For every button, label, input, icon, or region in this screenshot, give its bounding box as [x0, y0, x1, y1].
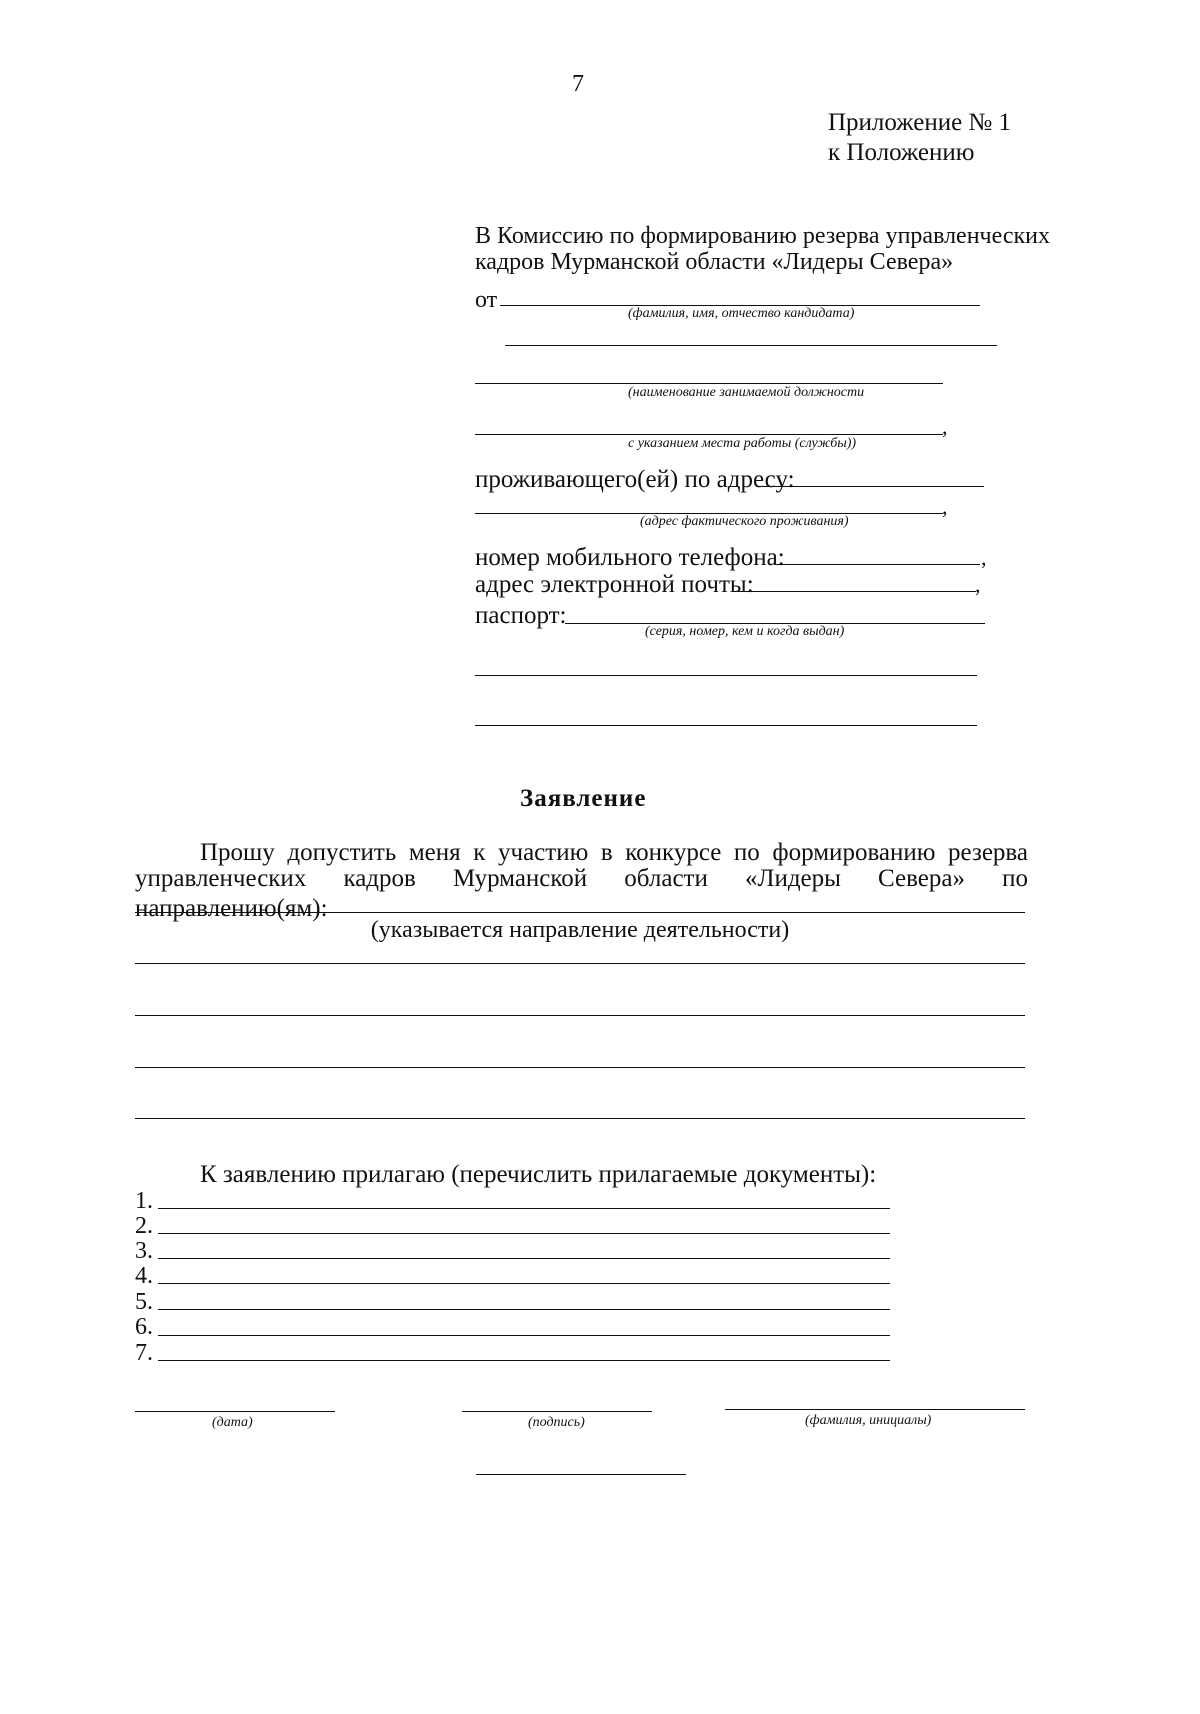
attachment-number: 2. [135, 1213, 153, 1239]
statement-title: Заявление [520, 785, 647, 812]
attachment-number: 7. [135, 1340, 153, 1366]
workplace-field-line[interactable] [475, 434, 943, 435]
mobile-label: номер мобильного телефона: [475, 544, 785, 571]
comma: , [981, 545, 987, 570]
mobile-field-line[interactable] [775, 564, 980, 565]
appendix-title: Приложение № 1 [828, 109, 1012, 136]
fio-hint: (фамилия, имя, отчество кандидата) [628, 306, 855, 321]
statement-text-line-2: управленческих кадров Мурманской области «Лидеры Севера» по направлению(ям): [135, 865, 1028, 922]
passport-field-line-3[interactable] [475, 725, 977, 726]
direction-field-line-4[interactable] [135, 1067, 1025, 1068]
email-label: адрес электронной почты: [475, 571, 754, 598]
address-hint: (адрес фактического проживания) [640, 514, 849, 529]
direction-hint: (указывается направление деятельности) [370, 917, 790, 943]
attachment-number: 4. [135, 1263, 153, 1289]
from-label: от [475, 287, 498, 313]
attachment-number: 1. [135, 1188, 153, 1214]
appendix-subtitle: к Положению [828, 139, 975, 166]
fio-field-line-2[interactable] [505, 345, 997, 346]
email-field-line[interactable] [732, 591, 976, 592]
direction-field-line-2[interactable] [135, 963, 1025, 964]
position-hint: (наименование занимаемой должности [628, 385, 865, 400]
addressee-line-1: В Комиссию по формированию резерва управленческих [475, 223, 1051, 249]
passport-hint: (серия, номер, кем и когда выдан) [645, 624, 845, 639]
residence-label: проживающего(ей) по адресу: [475, 466, 795, 493]
date-field-line[interactable] [135, 1411, 335, 1412]
passport-field-line-2[interactable] [475, 675, 977, 676]
bottom-separator [476, 1474, 686, 1475]
workplace-hint: с указанием места работы (службы)) [628, 436, 857, 451]
passport-label: паспорт: [475, 602, 567, 629]
residence-field-line[interactable] [762, 486, 984, 487]
page-number: 7 [572, 71, 584, 97]
attachments-label: К заявлению прилагаю (перечислить прилагаемые документы): [200, 1161, 877, 1188]
comma: , [975, 572, 981, 597]
name-field-line[interactable] [725, 1409, 1025, 1410]
date-hint: (дата) [212, 1415, 253, 1430]
attachment-field-line-4[interactable] [158, 1283, 890, 1284]
comma: , [942, 494, 948, 519]
direction-field-line-3[interactable] [135, 1015, 1025, 1016]
attachment-number: 3. [135, 1238, 153, 1264]
attachment-field-line-3[interactable] [158, 1258, 890, 1259]
comma: , [942, 414, 948, 439]
direction-field-line[interactable] [135, 912, 1025, 913]
signature-field-line[interactable] [462, 1411, 652, 1412]
name-hint: (фамилия, инициалы) [805, 1413, 932, 1428]
attachment-field-line-5[interactable] [158, 1309, 890, 1310]
attachment-field-line-6[interactable] [158, 1335, 890, 1336]
direction-field-line-5[interactable] [135, 1118, 1025, 1119]
attachment-number: 6. [135, 1314, 153, 1340]
attachment-field-line-2[interactable] [158, 1233, 890, 1234]
signature-hint: (подпись) [528, 1415, 585, 1430]
attachment-field-line-1[interactable] [158, 1208, 890, 1209]
addressee-line-2: кадров Мурманской области «Лидеры Севера» [475, 249, 954, 275]
attachment-number: 5. [135, 1289, 153, 1315]
attachment-field-line-7[interactable] [158, 1360, 890, 1361]
position-field-line[interactable] [475, 383, 943, 384]
statement-text-line-1: Прошу допустить меня к участию в конкурсе по формированию резерва [200, 839, 1028, 866]
